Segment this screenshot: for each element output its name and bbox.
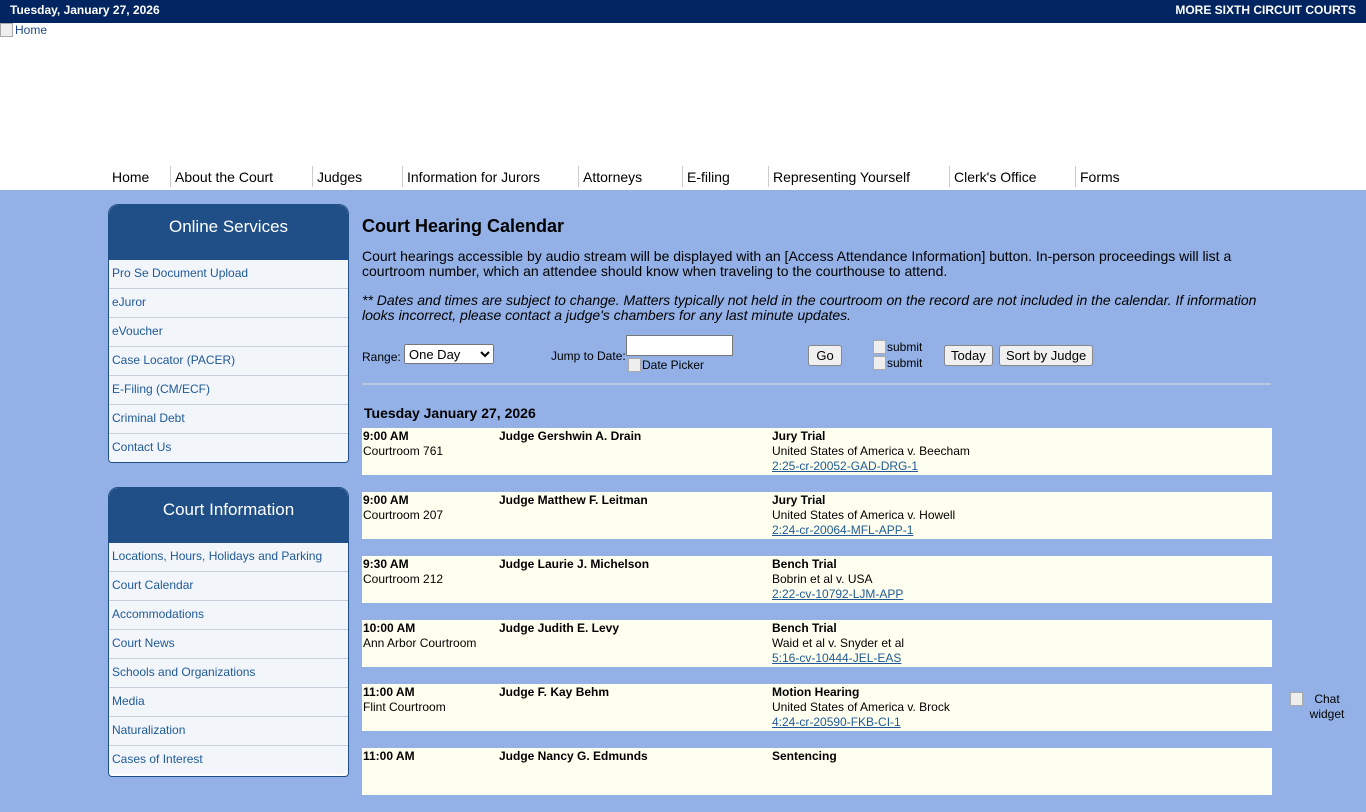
range-label: Range: [362, 350, 401, 364]
intro-text: Court hearings accessible by audio stream will be displayed with an [Access Attendance Information] button. In-person proceedings will list a courtroom number, which an attendee should know when traveling to the courthouse to attend. [362, 248, 1232, 279]
case-number-link[interactable]: 2:22-cv-10792-LJM-APP [772, 587, 904, 601]
hearing-row [362, 748, 1272, 795]
site-header [0, 23, 1366, 190]
hearing-time: 9:00 AM [363, 429, 409, 443]
sidebar-item-court-calendar[interactable]: Court Calendar [109, 572, 348, 601]
hearing-judge: Judge Matthew F. Leitman [499, 493, 648, 507]
hearing-type: Jury Trial [772, 429, 826, 443]
hearing-location: Flint Courtroom [363, 700, 446, 714]
hearing-type: Sentencing [772, 749, 837, 763]
online-services-box [108, 204, 349, 463]
chat-widget[interactable] [1290, 692, 1349, 722]
nav-forms[interactable]: Forms [1075, 166, 1145, 187]
hearing-details [772, 557, 1267, 602]
sidebar-item-schools-and-organizations[interactable]: Schools and Organizations [109, 659, 348, 688]
hearing-time-location [363, 749, 493, 764]
nav-attorneys[interactable]: Attorneys [578, 166, 682, 187]
range-select[interactable] [404, 344, 494, 364]
case-number-link[interactable]: 2:24-cr-20064-MFL-APP-1 [772, 523, 914, 537]
hearing-time: 10:00 AM [363, 621, 416, 635]
main-content [362, 204, 1272, 812]
online-services-list [109, 260, 348, 462]
hearing-type: Jury Trial [772, 493, 826, 507]
sidebar-item-ejuror[interactable]: eJuror [109, 289, 348, 318]
sidebar-item-media[interactable]: Media [109, 688, 348, 717]
case-name: Waid et al v. Snyder et al [772, 636, 905, 650]
case-name: United States of America v. Howell [772, 508, 956, 522]
hearing-details [772, 493, 1267, 538]
day-heading: Tuesday January 27, 2026 [364, 405, 536, 421]
hearing-time-location [363, 621, 493, 651]
top-bar [0, 0, 1366, 23]
sidebar-item-court-news[interactable]: Court News [109, 630, 348, 659]
page-title: Court Hearing Calendar [362, 216, 565, 236]
hearing-type: Motion Hearing [772, 685, 860, 699]
sort-by-judge-button[interactable]: Sort by Judge [999, 345, 1093, 366]
hearing-location: Courtroom 761 [363, 444, 444, 458]
hearing-type: Bench Trial [772, 621, 837, 635]
hearing-judge: Judge F. Kay Behm [499, 685, 610, 699]
hearing-time: 9:00 AM [363, 493, 409, 507]
sidebar-item-accommodations[interactable]: Accommodations [109, 601, 348, 630]
online-services-title: Online Services [109, 205, 348, 260]
case-number-link[interactable]: 4:24-cr-20590-FKB-CI-1 [772, 715, 901, 729]
hearing-type: Bench Trial [772, 557, 837, 571]
next-arrow-icon [873, 356, 886, 370]
hearing-judge: Judge Judith E. Levy [499, 621, 620, 635]
sidebar-item-pro-se-document-upload[interactable]: Pro Se Document Upload [109, 260, 348, 289]
sidebar-item-criminal-debt[interactable]: Criminal Debt [109, 405, 348, 434]
go-button[interactable]: Go [808, 345, 842, 366]
case-name: United States of America v. Brock [772, 700, 950, 714]
hearing-list [362, 428, 1272, 795]
hearing-time-location [363, 429, 493, 459]
divider [362, 383, 1271, 385]
hearing-location: Ann Arbor Courtroom [363, 636, 477, 650]
current-date: Tuesday, January 27, 2026 [10, 3, 160, 17]
nav-information-for-jurors[interactable]: Information for Jurors [402, 166, 578, 187]
nav-clerks-office[interactable]: Clerk's Office [949, 166, 1075, 187]
submit-alt-1: submit [887, 340, 923, 354]
previous-arrow-icon [873, 340, 886, 354]
jump-to-date-label: Jump to Date: [551, 349, 626, 363]
disclaimer-note: ** Dates and times are subject to change. Matters typically not held in the courtroom on the record are not included in the calendar. If information looks incorrect, please contact a judge's chambers for any last minute updates. [362, 292, 1257, 323]
sidebar-item-cases-of-interest[interactable]: Cases of Interest [109, 746, 348, 774]
more-courts-link[interactable]: MORE SIXTH CIRCUIT COURTS [1175, 3, 1356, 17]
main-nav [108, 166, 1145, 190]
hearing-time-location [363, 685, 493, 715]
court-information-list [109, 543, 348, 774]
hearing-judge: Judge Gershwin A. Drain [499, 429, 642, 443]
nav-about-the-court[interactable]: About the Court [170, 166, 312, 187]
hearing-time-location [363, 557, 493, 587]
jump-to-date-input[interactable] [626, 335, 733, 356]
hearing-details [772, 749, 1267, 764]
date-picker-button[interactable] [628, 358, 704, 372]
sidebar-item-locations-hours[interactable]: Locations, Hours, Holidays and Parking [109, 543, 348, 572]
hearing-row [362, 492, 1272, 539]
hearing-details [772, 429, 1267, 474]
calendar-icon [628, 358, 641, 372]
home-logo-link[interactable] [0, 23, 47, 37]
hearing-time-location [363, 493, 493, 523]
hearing-judge: Judge Laurie J. Michelson [499, 557, 650, 571]
court-information-box [108, 487, 349, 777]
sidebar-item-evoucher[interactable]: eVoucher [109, 318, 348, 347]
next-submit-button[interactable] [873, 356, 922, 370]
chat-icon [1290, 692, 1303, 706]
chat-widget-alt: Chat widget [1309, 692, 1345, 721]
case-name: Bobrin et al v. USA [772, 572, 873, 586]
case-number-link[interactable]: 5:16-cv-10444-JEL-EAS [772, 651, 902, 665]
hearing-details [772, 685, 1267, 730]
sidebar-item-naturalization[interactable]: Naturalization [109, 717, 348, 746]
hearing-row [362, 556, 1272, 603]
sidebar-item-contact-us[interactable]: Contact Us [109, 434, 348, 462]
date-picker-alt: Date Picker [642, 358, 705, 372]
hearing-judge: Judge Nancy G. Edmunds [499, 749, 648, 763]
nav-judges[interactable]: Judges [312, 166, 402, 187]
home-logo-icon [0, 23, 13, 37]
hearing-location: Courtroom 207 [363, 508, 444, 522]
case-name: United States of America v. Beecham [772, 444, 970, 458]
hearing-time: 11:00 AM [363, 749, 415, 763]
hearing-details [772, 621, 1267, 666]
court-information-title: Court Information [109, 488, 348, 543]
home-logo-alt: Home [15, 23, 48, 37]
sidebar-item-e-filing[interactable]: E-Filing (CM/ECF) [109, 376, 348, 405]
previous-submit-button[interactable] [873, 340, 922, 354]
nav-home[interactable]: Home [112, 169, 150, 185]
today-button[interactable]: Today [944, 345, 993, 366]
hearing-time: 9:30 AM [363, 557, 409, 571]
calendar-controls [362, 335, 1272, 373]
sidebar-item-case-locator[interactable]: Case Locator (PACER) [109, 347, 348, 376]
nav-e-filing[interactable]: E-filing [682, 166, 768, 187]
hearing-time: 11:00 AM [363, 685, 415, 699]
hearing-row [362, 428, 1272, 475]
hearing-location: Courtroom 212 [363, 572, 444, 586]
hearing-row [362, 620, 1272, 667]
hearing-row [362, 684, 1272, 731]
nav-representing-yourself[interactable]: Representing Yourself [768, 166, 949, 187]
case-number-link[interactable]: 2:25-cr-20052-GAD-DRG-1 [772, 459, 919, 473]
submit-alt-2: submit [887, 356, 923, 370]
